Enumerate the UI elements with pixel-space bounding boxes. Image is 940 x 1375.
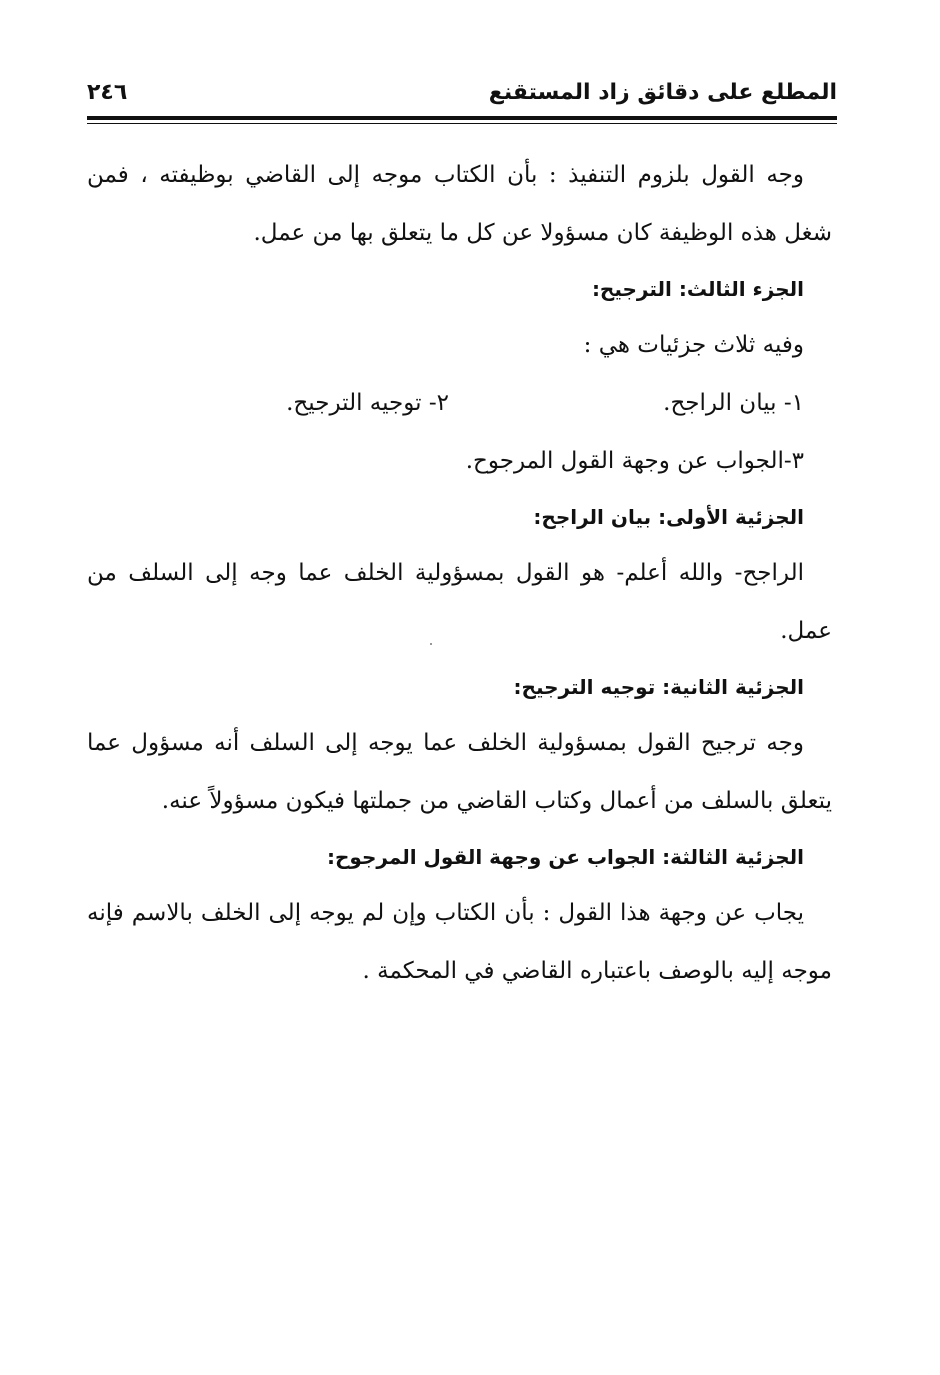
list-item-3: ٣-الجواب عن وجهة القول المرجوح.	[465, 448, 804, 474]
paragraph-4: يجاب عن وجهة هذا القول : بأن الكتاب وإن لم يوجه إلى الخلف بالاسم فإنه موجه إليه بالوصف باعتباره القاضي في المحكمة .	[87, 900, 832, 984]
list-item-2: ٢- توجيه الترجيح.	[286, 390, 449, 416]
list-row-1-2	[87, 374, 832, 432]
subsection-heading-1: الجزئية الأولى: بيان الراجح:	[533, 505, 804, 529]
body-text	[87, 146, 832, 1000]
subsection-heading-2: الجزئية الثانية: توجيه الترجيح:	[513, 675, 804, 699]
scan-speck	[430, 643, 432, 645]
list-item-1: ١- بيان الراجح.	[663, 390, 804, 416]
running-header	[87, 76, 837, 116]
page-number: ٢٤٦	[87, 80, 128, 105]
section-heading-part3: الجزء الثالث: الترجيح:	[591, 277, 804, 301]
paragraph-2: الراجح- والله أعلم- هو القول بمسؤولية الخلف عما وجه إلى السلف من عمل.	[87, 560, 832, 644]
header-rule-thick	[87, 116, 837, 120]
book-title: المطلع على دقائق زاد المستقنع	[488, 80, 837, 105]
paragraph-3: وجه ترجيح القول بمسؤولية الخلف عما يوجه إلى السلف أنه مسؤول عما يتعلق بالسلف من أعمال وكتاب القاضي من جملتها فيكون مسؤولاً عنه.	[87, 730, 832, 814]
paragraph-1: وجه القول بلزوم التنفيذ : بأن الكتاب موجه إلى القاضي بوظيفته ، فمن شغل هذه الوظيفة كان مسؤولا عن كل ما يتعلق بها من عمل.	[87, 162, 832, 246]
header-rule-thin	[87, 123, 837, 124]
subsection-heading-3: الجزئية الثالثة: الجواب عن وجهة القول المرجوح:	[327, 845, 804, 869]
intro-line: وفيه ثلاث جزئيات هي :	[583, 332, 804, 358]
